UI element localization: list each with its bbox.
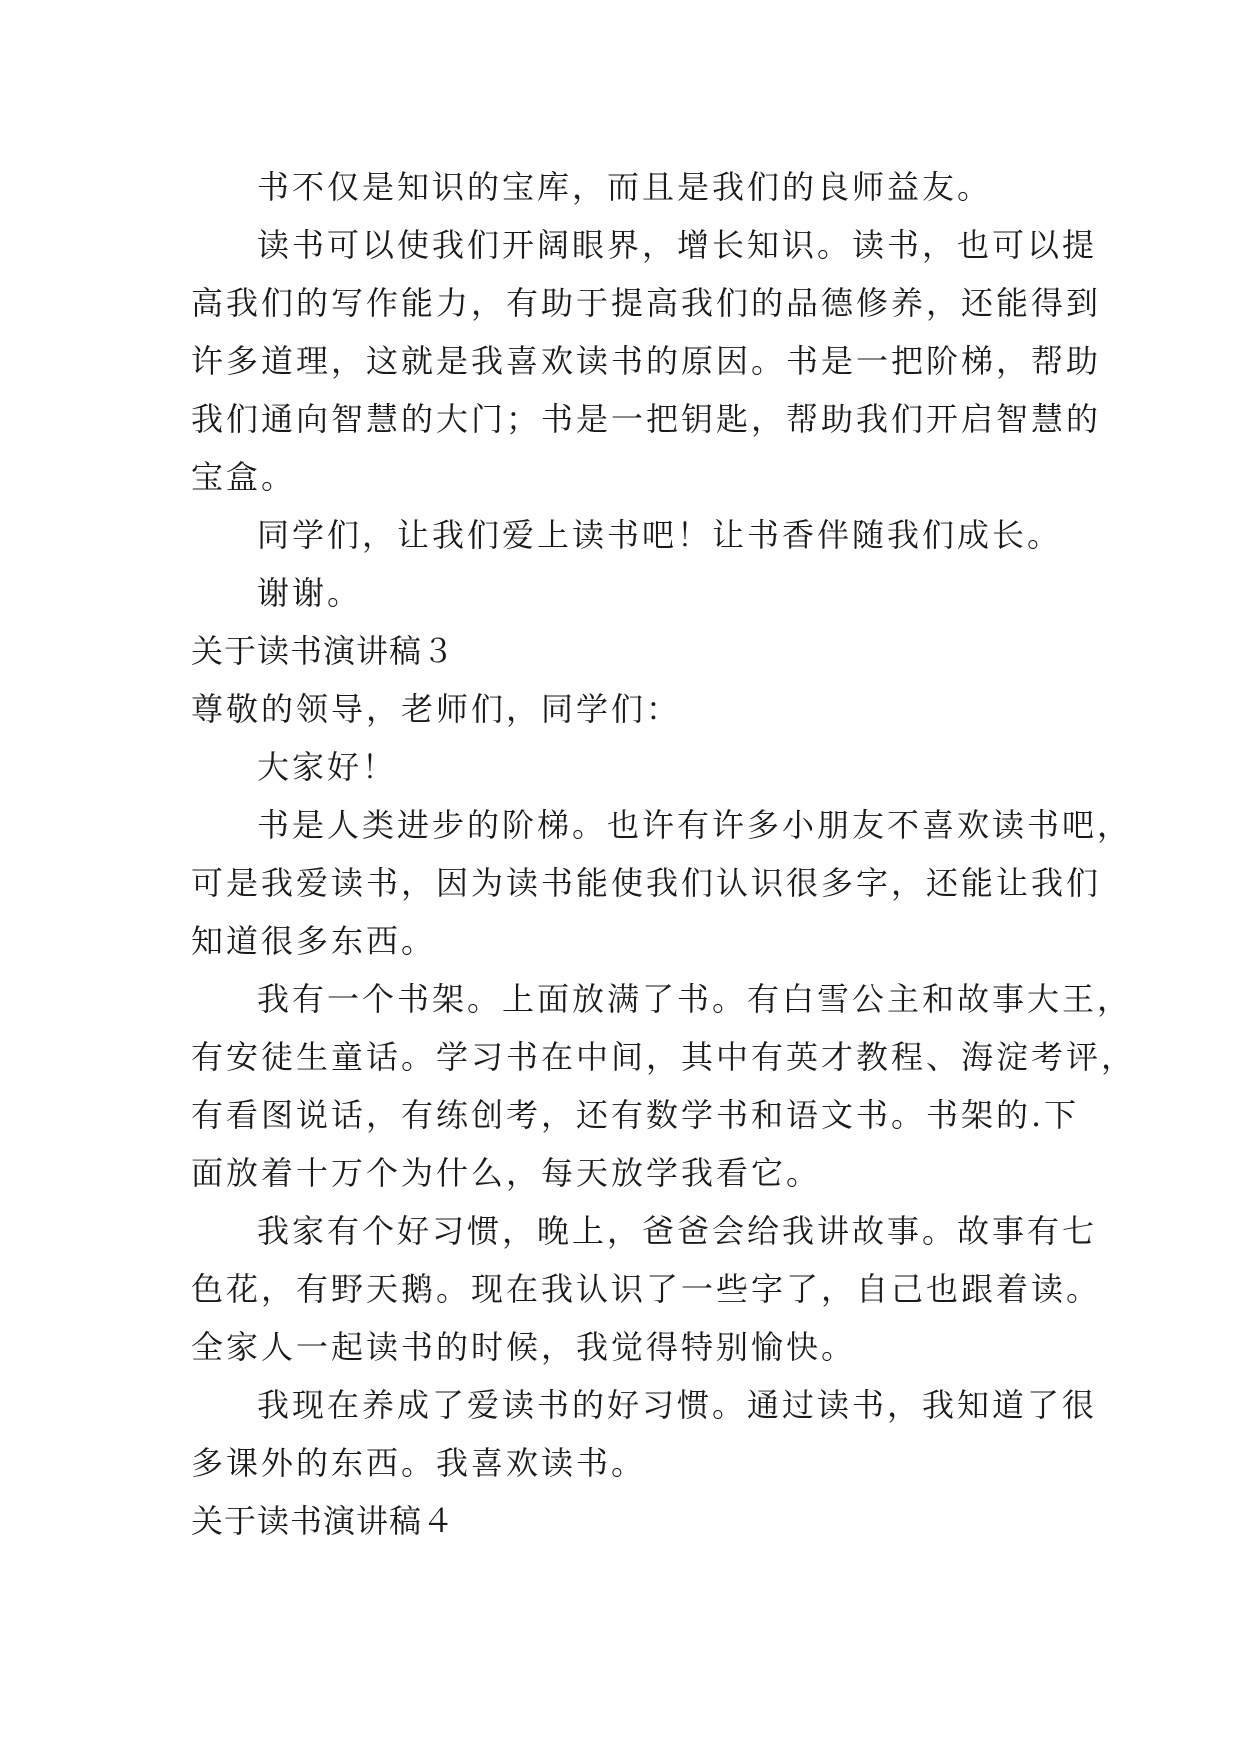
paragraph-line: 知道很多东西。 xyxy=(191,922,437,960)
paragraph-line: 全家人一起读书的时候，我觉得特别愉快。 xyxy=(191,1328,857,1366)
section-heading: 关于读书演讲稿３ xyxy=(191,632,456,670)
paragraph-line: 高我们的写作能力，有助于提高我们的品德修养，还能得到 xyxy=(191,284,1102,322)
salutation-line: 尊敬的领导，老师们，同学们： xyxy=(191,690,682,728)
paragraph-line: 谢谢。 xyxy=(257,574,363,612)
paragraph-line: 书是人类进步的阶梯。也许有许多小朋友不喜欢读书吧， xyxy=(257,806,1133,844)
paragraph-line: 有安徒生童话。学习书在中间，其中有英才教程、海淀考评， xyxy=(191,1038,1137,1076)
paragraph-line: 我家有个好习惯，晚上，爸爸会给我讲故事。故事有七 xyxy=(257,1212,1098,1250)
paragraph-line: 有看图说话，有练创考，还有数学书和语文书。书架的.下 xyxy=(191,1096,1080,1134)
paragraph-line: 大家好！ xyxy=(257,748,398,786)
paragraph-line: 多课外的东西。我喜欢读书。 xyxy=(191,1444,647,1482)
paragraph-line: 我有一个书架。上面放满了书。有白雪公主和故事大王， xyxy=(257,980,1133,1018)
paragraph-line: 我们通向智慧的大门；书是一把钥匙，帮助我们开启智慧的 xyxy=(191,400,1102,438)
paragraph-line: 书不仅是知识的宝库，而且是我们的良师益友。 xyxy=(257,168,993,206)
section-heading: 关于读书演讲稿４ xyxy=(191,1502,456,1540)
document-body xyxy=(191,158,1137,1550)
paragraph-line: 色花，有野天鹅。现在我认识了一些字了，自己也跟着读。 xyxy=(191,1270,1102,1308)
paragraph-line: 宝盒。 xyxy=(191,458,297,496)
paragraph-line: 可是我爱读书，因为读书能使我们认识很多字，还能让我们 xyxy=(191,864,1102,902)
paragraph-line: 面放着十万个为什么，每天放学我看它。 xyxy=(191,1154,822,1192)
paragraph-line: 许多道理，这就是我喜欢读书的原因。书是一把阶梯，帮助 xyxy=(191,342,1102,380)
paragraph-line: 我现在养成了爱读书的好习惯。通过读书，我知道了很 xyxy=(257,1386,1098,1424)
paragraph-line: 同学们，让我们爱上读书吧！让书香伴随我们成长。 xyxy=(257,516,1063,554)
paragraph-line: 读书可以使我们开阔眼界，增长知识。读书，也可以提 xyxy=(257,226,1098,264)
